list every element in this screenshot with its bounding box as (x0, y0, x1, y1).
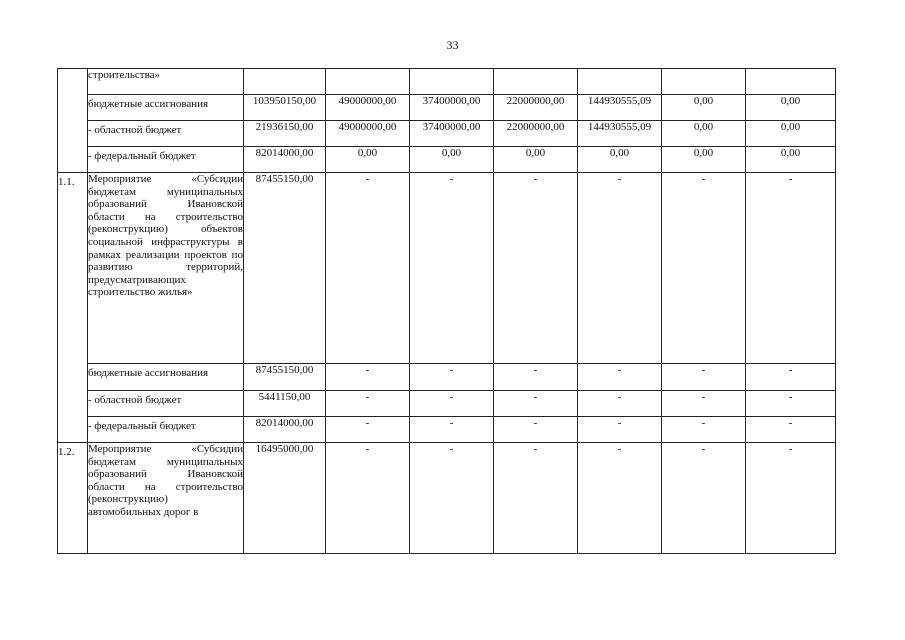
value-cell: - (494, 443, 578, 554)
value-cell: - (662, 417, 746, 443)
value-cell: - (662, 443, 746, 554)
value-cell: 82014000,00 (244, 417, 326, 443)
value-cell: - (326, 417, 410, 443)
value-cell: - (326, 364, 410, 391)
value-cell: 49000000,00 (326, 121, 410, 147)
value-cell: - (494, 173, 578, 364)
budget-table (57, 68, 836, 554)
value-cell: - (494, 391, 578, 417)
value-cell: 82014000,00 (244, 147, 326, 173)
value-cell: 0,00 (410, 147, 494, 173)
value-cell: - (410, 364, 494, 391)
value-cell: 0,00 (746, 95, 836, 121)
table-row (58, 69, 836, 95)
row-label-cell: бюджетные ассигнования (88, 95, 244, 121)
value-cell: 37400000,00 (410, 121, 494, 147)
value-cell: - (410, 443, 494, 554)
value-cell (578, 69, 662, 95)
row-label-cell: строительства» (88, 69, 244, 95)
row-label-cell: Мероприятие «Субсидии бюджетам муниципальных образований Ивановской области на строительство (реконструкцию) объектов социальной инфраструктуры в рамках реализации проектов по развитию территорий, предусматривающих строительство жилья» (88, 173, 244, 364)
table-row (58, 443, 836, 554)
value-cell: 87455150,00 (244, 173, 326, 364)
value-cell: 16495000,00 (244, 443, 326, 554)
value-cell: 37400000,00 (410, 95, 494, 121)
value-cell: - (746, 173, 836, 364)
value-cell: - (578, 364, 662, 391)
value-cell (326, 69, 410, 95)
value-cell: - (746, 443, 836, 554)
table-row (58, 121, 836, 147)
value-cell: - (410, 417, 494, 443)
value-cell: - (410, 173, 494, 364)
table-row (58, 147, 836, 173)
row-label-cell: Мероприятие «Субсидии бюджетам муниципальных образований Ивановской области на строительство (реконструкцию) автомобильных дорог в (88, 443, 244, 554)
value-cell: 144930555,09 (578, 121, 662, 147)
value-cell: - (494, 417, 578, 443)
value-cell: - (578, 173, 662, 364)
value-cell: 0,00 (662, 147, 746, 173)
row-label-cell: - федеральный бюджет (88, 147, 244, 173)
value-cell: 0,00 (662, 121, 746, 147)
table-row (58, 173, 836, 364)
value-cell: 0,00 (578, 147, 662, 173)
value-cell (746, 69, 836, 95)
row-label-cell: - федеральный бюджет (88, 417, 244, 443)
value-cell: - (578, 391, 662, 417)
value-cell: - (746, 417, 836, 443)
value-cell (494, 69, 578, 95)
value-cell: - (494, 364, 578, 391)
value-cell (410, 69, 494, 95)
row-number-cell: 1.2. (58, 443, 88, 554)
table-row (58, 95, 836, 121)
value-cell: - (746, 391, 836, 417)
value-cell: - (578, 417, 662, 443)
value-cell: 0,00 (746, 147, 836, 173)
value-cell: - (662, 173, 746, 364)
page-number: 33 (446, 38, 459, 52)
value-cell: - (326, 443, 410, 554)
value-cell: - (578, 443, 662, 554)
value-cell: 0,00 (746, 121, 836, 147)
value-cell: - (746, 364, 836, 391)
value-cell: 0,00 (326, 147, 410, 173)
value-cell (662, 69, 746, 95)
table-row (58, 364, 836, 391)
table-row (58, 391, 836, 417)
row-number-cell: 1.1. (58, 173, 88, 443)
value-cell: 144930555,09 (578, 95, 662, 121)
row-label-cell: - областной бюджет (88, 391, 244, 417)
value-cell: 0,00 (494, 147, 578, 173)
value-cell: 5441150,00 (244, 391, 326, 417)
table-row (58, 417, 836, 443)
value-cell: - (662, 391, 746, 417)
value-cell: 0,00 (662, 95, 746, 121)
value-cell: - (326, 391, 410, 417)
row-label-cell: - областной бюджет (88, 121, 244, 147)
value-cell: 21936150,00 (244, 121, 326, 147)
value-cell: 49000000,00 (326, 95, 410, 121)
value-cell: 22000000,00 (494, 95, 578, 121)
row-label-cell: бюджетные ассигнования (88, 364, 244, 391)
value-cell (244, 69, 326, 95)
value-cell: 87455150,00 (244, 364, 326, 391)
row-number-cell (58, 69, 88, 173)
value-cell: - (326, 173, 410, 364)
value-cell: 22000000,00 (494, 121, 578, 147)
value-cell: - (662, 364, 746, 391)
value-cell: - (410, 391, 494, 417)
value-cell: 103950150,00 (244, 95, 326, 121)
